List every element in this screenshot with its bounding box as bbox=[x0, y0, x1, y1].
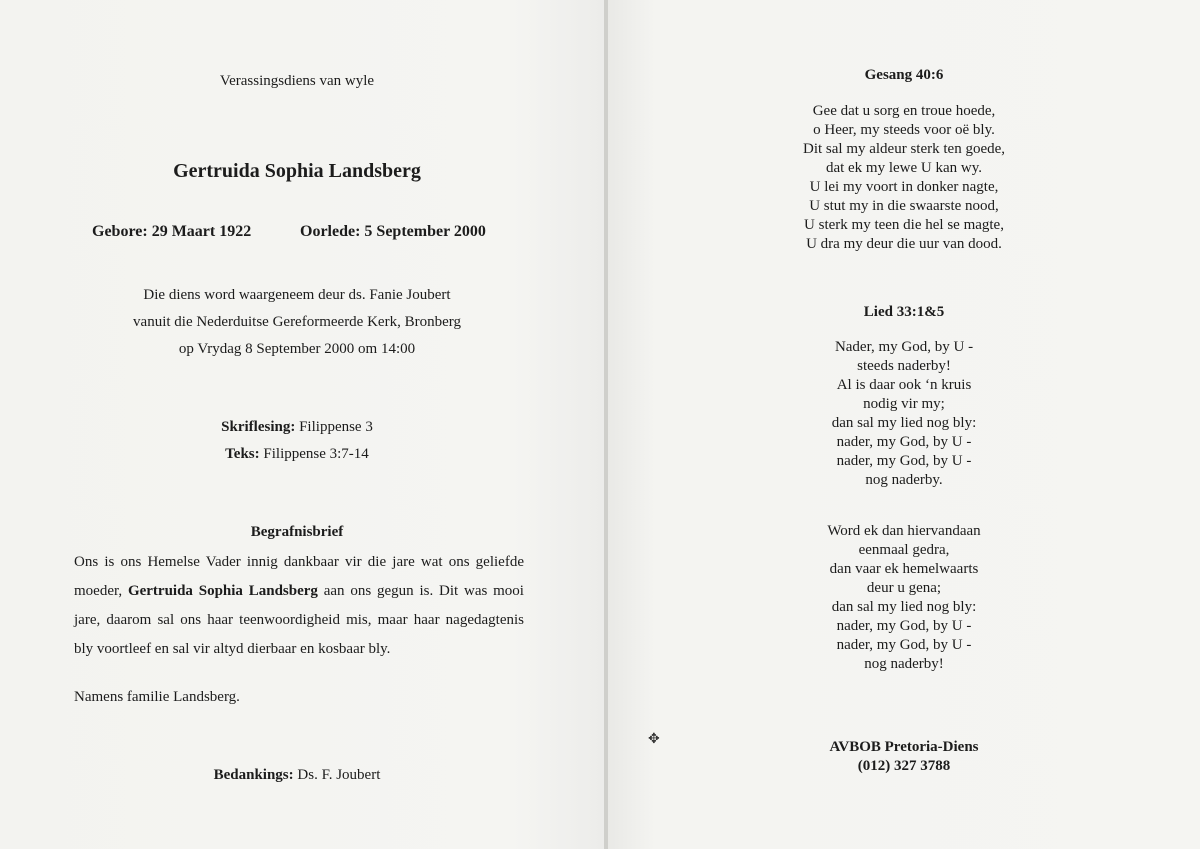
letter-text: Ons is ons Hemelse Vader innig dankbaar vir die jare wat ons geliefde moeder, bbox=[74, 554, 524, 599]
service-details bbox=[0, 282, 594, 363]
scripture-label: Skriflesing: bbox=[221, 419, 296, 435]
service-line: op Vrydag 8 September 2000 om 14:00 bbox=[178, 341, 416, 357]
deceased-name: Gertruida Sophia Landsberg bbox=[173, 160, 421, 182]
verse-line: dan sal my lied nog bly: bbox=[831, 599, 977, 615]
verse-line: nader, my God, by U - bbox=[836, 453, 972, 469]
verse-line: Nader, my God, by U - bbox=[834, 339, 974, 355]
funeral-letter bbox=[74, 548, 524, 664]
verse-line: U sterk my teen die hel se magte, bbox=[804, 217, 1004, 233]
thanks-line bbox=[0, 767, 594, 784]
verse-line: Dit sal my aldeur sterk ten goede, bbox=[802, 141, 1006, 157]
verse-line: nodig vir my; bbox=[863, 396, 945, 412]
verse-line: U dra my deur die uur van dood. bbox=[806, 236, 1002, 252]
verse-line: dan vaar ek hemelwaarts bbox=[829, 561, 979, 577]
letter-title: Begrafnisbrief bbox=[250, 524, 344, 540]
service-line: Die diens word waargeneem deur ds. Fanie Joubert bbox=[143, 287, 451, 303]
text-label: Teks: bbox=[225, 446, 260, 462]
verse-line: dan sal my lied nog bly: bbox=[831, 415, 977, 431]
verse-line: nog naderby. bbox=[865, 472, 943, 488]
hymn-verse bbox=[608, 338, 1200, 490]
verse-line: nader, my God, by U - bbox=[836, 637, 972, 653]
thanks-value: Ds. F. Joubert bbox=[293, 767, 381, 783]
verse-line: Al is daar ook ‘n kruis bbox=[836, 377, 972, 393]
ornament-icon: ✥ bbox=[648, 732, 660, 747]
verse-line: U stut my in die swaarste nood, bbox=[809, 198, 999, 214]
text-value: Filippense 3:7-14 bbox=[259, 446, 369, 462]
service-line: vanuit die Nederduitse Gereformeerde Kerk, Bronberg bbox=[133, 314, 461, 330]
letter-name: Gertruida Sophia Landsberg bbox=[127, 583, 318, 599]
verse-line: steeds naderby! bbox=[857, 358, 951, 374]
signoff: Namens familie Landsberg. bbox=[74, 689, 240, 705]
hymn-verse bbox=[608, 102, 1200, 254]
death-date: Oorlede: 5 September 2000 bbox=[300, 223, 486, 240]
sermon-text bbox=[0, 441, 594, 468]
scripture-section bbox=[0, 414, 594, 468]
funeral-home-phone: (012) 327 3788 bbox=[857, 758, 951, 774]
birth-date: Gebore: 29 Maart 1922 bbox=[92, 223, 252, 240]
verse-line: o Heer, my steeds voor oë bly. bbox=[813, 122, 995, 138]
funeral-home-name: AVBOB Pretoria-Diens bbox=[829, 739, 979, 755]
verse-line: Gee dat u sorg en troue hoede, bbox=[812, 103, 996, 119]
hymn-verse bbox=[608, 522, 1200, 674]
service-intro: Verassingsdiens van wyle bbox=[219, 73, 375, 89]
hymn-title: Gesang 40:6 bbox=[864, 67, 944, 83]
scripture-reading bbox=[0, 414, 594, 441]
verse-line: eenmaal gedra, bbox=[858, 542, 950, 558]
verse-line: Word ek dan hiervandaan bbox=[827, 523, 981, 539]
thanks-label: Bedankings: bbox=[213, 767, 294, 783]
verse-line: nog naderby! bbox=[864, 656, 944, 672]
verse-line: deur u gena; bbox=[866, 580, 942, 596]
scripture-value: Filippense 3 bbox=[295, 419, 373, 435]
funeral-home bbox=[608, 738, 1200, 776]
letter-text: aan ons gegun is. Dit was mooi jare, daarom sal ons haar teenwoordigheid mis, maar haar nagedagtenis bly voortleef en sal vir altyd dierbaar en kosbaar bly. bbox=[74, 583, 524, 657]
verse-line: U lei my voort in donker nagte, bbox=[809, 179, 999, 195]
hymn-title: Lied 33:1&5 bbox=[863, 304, 945, 320]
verse-line: nader, my God, by U - bbox=[836, 618, 972, 634]
verse-line: nader, my God, by U - bbox=[836, 434, 972, 450]
verse-line: dat ek my lewe U kan wy. bbox=[825, 160, 983, 176]
